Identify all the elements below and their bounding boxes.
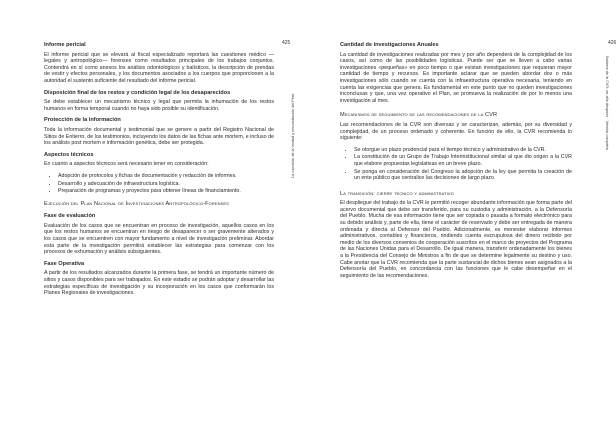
left-column [44, 42, 274, 302]
paragraph: Las recomendaciones de la CVR son diversas y se caracterizan, además, por su diversidad y complejidad, de un proceso ordenado y coherente. En función de ello, la CVR recomienda lo siguiente: [340, 121, 572, 142]
list-item: • Adopción de protocolos y fichas de documentación y redacción de informes. [58, 173, 274, 180]
left-page [0, 0, 300, 431]
running-head: Balance de la CVR: un año después · Versión completa [605, 56, 609, 150]
section-heading: Mecanismos de seguimiento de las recomendaciones de la CVR [340, 112, 498, 119]
paragraph: Evaluación de los casos que se encuentran en proceso de investigación, aquellos casos en los que los restos humanos se encuentran en riesgo de desaparecer o ser gravemente alterados y los casos que se encuentren con mayor fundamento a nivel de investigación preliminar. Abordar esta parte de la investigación permitirá establecer las estrategias para comenzar con los procesos de exhumación y análisis subsiguientes. [44, 222, 274, 256]
section-heading: Aspectos técnicos [44, 151, 94, 158]
list-item: • Desarrollo y adecuación de infraestructura logística. [58, 181, 274, 188]
list-item: • Se ponga en consideración del Congreso la adopción de la ley que permita la creación de un ente público que centralice las decisiones de largo plazo. [354, 169, 572, 182]
paragraph: A partir de los resultados alcanzados durante la primera fase, se tendrá un importante número de sitios y casos disponibles para ser trabajados. En este estadio se podrán adoptar y desarrollar las estrategias específicas de investigación y su incorporación en los casos que conformarán los Planes Regionales de investigaciones. [44, 270, 274, 297]
section-heading: La transición: cierre técnico y administrativo [340, 190, 454, 197]
page-number: 426 [608, 40, 616, 46]
running-head: La comisión de la verdad y reconciliación del Perú [291, 93, 295, 178]
paragraph: El informe pericial que se elevará al fiscal especializado reportará las cuestiones médico —legales y antropológico— forenses como resultados principales de los trabajos conjuntos. Contendrá en sí como anexos los análisis odontológicos y balísticos, la descripción de prendas de vestir y efectos personales, y los documentos asociados a los cuerpos que proporcionen a la autoridad el sustento suficiente del resultado del informe pericial. [44, 51, 274, 84]
paragraph: La cantidad de investigaciones realizadas por mes y por año dependerá de la complejidad de los casos, así como de las posibilidades logísticas. Puede ser que se lleven a cabo varias investigaciones «pequeñas» en poco tiempo o que existan investigaciones que requieran mayor cantidad de tiempo y recursos. Es importante aclarar que se pueden abordar dos o más investigaciones sólo cuando se cuenta con la infraestructura operativa necesaria, teniendo en cuenta las exigencias que genera. Es fundamental en este punto que no queden investigaciones inconclusas y que, una vez operativo el Plan, se promueva la realización de por lo menos una investigación al mes. [340, 51, 572, 104]
section-heading: Fase Operativa [44, 260, 85, 267]
chapter-heading: Ejecución del Plan Nacional de Investigaciones Antropológico-Forenses [44, 200, 229, 207]
section-heading: Informe pericial [44, 42, 86, 48]
page-number: 425 [282, 40, 291, 46]
bullet-list [340, 147, 572, 182]
list-item: • La constitución de un Grupo de Trabajo Interinstitucional similar al que dio origen a la CVR que elabore propuestas legislativas en un breve plazo. [354, 154, 572, 167]
list-item: • Se otorgue un plazo prudencial para el tiempo técnico y administrativo de la CVR. [354, 147, 572, 154]
paragraph: Se debe establecer un mecanismo técnico y legal que permita la inhumación de los restos humanos en forma temporal cuando no haya sido posible su identificación. [44, 99, 274, 112]
list-item: • Preparación de programas y proyectos para obtener líneas de financiamiento. [58, 188, 274, 195]
section-heading: Cantidad de investigaciones Anuales [340, 42, 439, 48]
bullet-list [44, 173, 274, 195]
paragraph: El despliegue del trabajo de la CVR le permitió recoger abundante información que forma parte del acervo documental que debe ser transferido, para su custodia y administración, a la Defensoría del Pueblo. Mucha de esa información tiene que ser copiada o pasada a formato electrónico para su debido análisis y, parte de ella, tiene el carácter de reservado y debe ser entregada de manera ordenada y directa al Defensor del Pueblo. Adicionalmente, es menester elaborar informes administrativos, contables y financieros, rindiendo cuenta escrupulosa del dinero recibido por medio de los diversos convenios de cooperación suscritos en el marco de proyectos del Programa de las Naciones Unidas para el Desarrollo. De igual manera, transferir ordenadamente los bienes a la Presidencia del Consejo de Ministros a fin de que se determine legalmente su destino y uso. Cabe anotar que la CVR recomienda que la parte sustancial de dichos bienes sean asignados a la Defensoría del Pueblo, en concordancia con las funciones que le cabe desempeñar en el seguimiento de las recomendaciones. [340, 200, 572, 279]
section-heading: Protección de la información [44, 117, 121, 124]
paragraph: En cuanto a aspectos técnicos será necesario tener en consideración: [44, 161, 209, 168]
right-column [340, 42, 572, 284]
section-heading: Fase de evaluación [44, 213, 96, 220]
right-page [300, 0, 616, 431]
paragraph: Toda la información documental y testimonial que se genere a partir del Registro Nacional de Sitios de Entierro, de los testimonios, incluyendo los datos de las fichas ante mortem, e incluso de los análisis post mortem e información genética, debe ser protegida. [44, 126, 274, 147]
section-heading: Disposición final de los restos y condición legal de los desaparecidos [44, 89, 231, 96]
